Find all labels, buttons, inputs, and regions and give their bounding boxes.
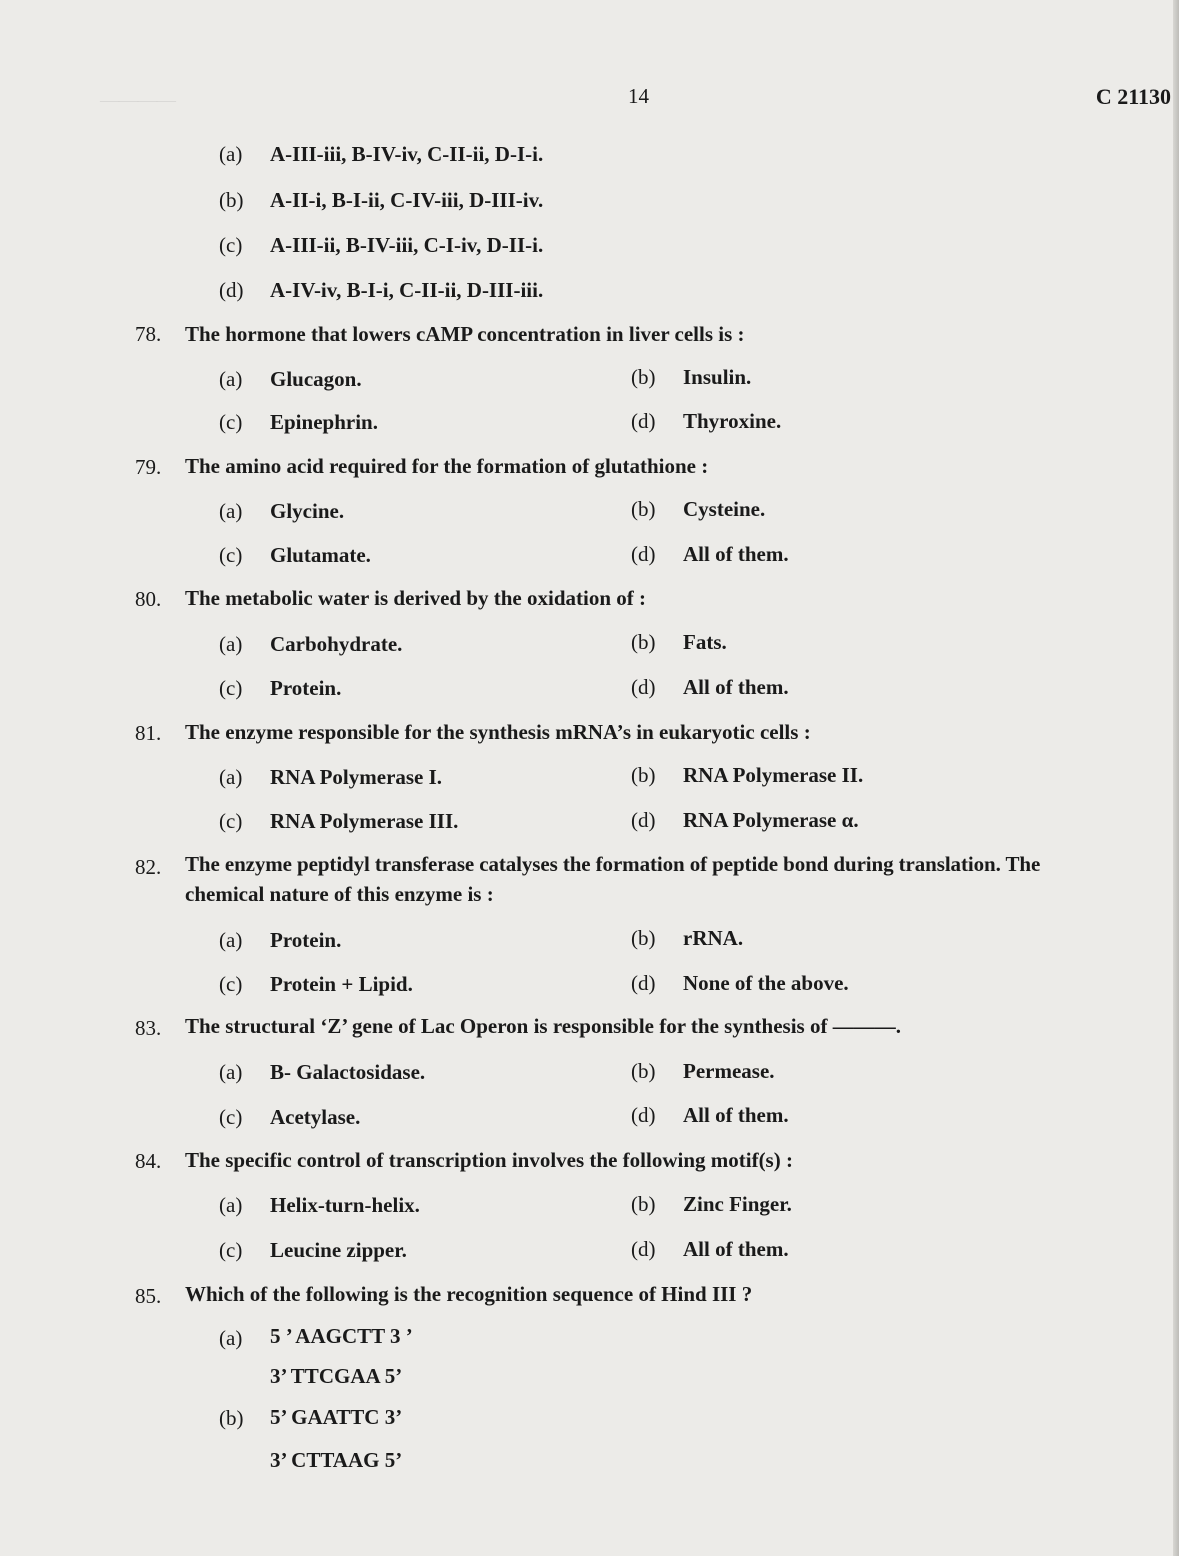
- option-text-line1: 5’ GAATTC 3’: [270, 1405, 403, 1429]
- option-text-line2: 3’ CTTAAG 5’: [270, 1448, 403, 1472]
- option-label: (d): [631, 675, 656, 699]
- option-label: (c): [219, 410, 243, 434]
- option-text: RNA Polymerase II.: [683, 763, 864, 787]
- option-text: RNA Polymerase III.: [270, 809, 459, 833]
- option-label: (a): [219, 367, 243, 391]
- question-number: 78.: [135, 322, 162, 346]
- option-label: (c): [219, 972, 243, 996]
- question-text: The enzyme peptidyl transferase catalyses the formation of peptide bond during translation. The: [185, 852, 1041, 876]
- question-number: 84.: [135, 1149, 162, 1173]
- question-number: 83.: [135, 1016, 162, 1040]
- option-text: Thyroxine.: [683, 409, 782, 433]
- option-label: (c): [219, 543, 243, 567]
- option-label: (a): [219, 765, 243, 789]
- option-label: (b): [631, 763, 656, 787]
- option-text: All of them.: [683, 1237, 789, 1261]
- option-text: Protein.: [270, 928, 342, 952]
- option-label: (b): [631, 1059, 656, 1083]
- option-label: (c): [219, 1238, 243, 1262]
- option-text: Acetylase.: [270, 1105, 361, 1129]
- option-text: A-III-iii, B-IV-iv, C-II-ii, D-I-i.: [270, 142, 544, 166]
- question-number: 81.: [135, 721, 162, 745]
- option-label: (d): [631, 1103, 656, 1127]
- option-label: (a): [219, 1326, 243, 1350]
- option-text: Protein + Lipid.: [270, 972, 413, 996]
- option-label: (c): [219, 233, 243, 257]
- option-text: Epinephrin.: [270, 410, 378, 434]
- option-label: (b): [631, 497, 656, 521]
- option-text: Glucagon.: [270, 367, 362, 391]
- option-text: B- Galactosidase.: [270, 1060, 426, 1084]
- option-label: (d): [631, 808, 656, 832]
- question-text: The specific control of transcription involves the following motif(s) :: [185, 1148, 793, 1172]
- option-text: Fats.: [683, 630, 727, 654]
- option-label: (c): [219, 1105, 243, 1129]
- option-text: All of them.: [683, 542, 789, 566]
- option-label: (c): [219, 809, 243, 833]
- option-text: Glycine.: [270, 499, 345, 523]
- option-label: (b): [219, 1406, 244, 1430]
- option-text-line2: 3’ TTCGAA 5’: [270, 1364, 403, 1388]
- option-label: (a): [219, 928, 243, 952]
- option-label: (b): [631, 926, 656, 950]
- option-text: Permease.: [683, 1059, 775, 1083]
- option-text: Glutamate.: [270, 543, 371, 567]
- option-label: (b): [219, 188, 244, 212]
- question-text-line2: chemical nature of this enzyme is :: [185, 882, 494, 906]
- option-label: (a): [219, 1193, 243, 1217]
- option-label: (b): [631, 365, 656, 389]
- option-text: rRNA.: [683, 926, 744, 950]
- page-number: 14: [628, 84, 649, 108]
- option-text: Protein.: [270, 676, 342, 700]
- option-text: Cysteine.: [683, 497, 766, 521]
- option-text: Zinc Finger.: [683, 1192, 792, 1216]
- option-label: (a): [219, 142, 243, 166]
- option-label: (a): [219, 632, 243, 656]
- option-text: A-IV-iv, B-I-i, C-II-ii, D-III-iii.: [270, 278, 544, 302]
- option-text: Helix-turn-helix.: [270, 1193, 420, 1217]
- option-label: (d): [631, 542, 656, 566]
- question-number: 82.: [135, 855, 162, 879]
- question-number: 85.: [135, 1284, 162, 1308]
- question-text: The structural ‘Z’ gene of Lac Operon is responsible for the synthesis of ———.: [185, 1014, 901, 1038]
- question-text: The hormone that lowers cAMP concentration in liver cells is :: [185, 322, 745, 346]
- option-text: All of them.: [683, 1103, 789, 1127]
- paper-code: C 21130: [1095, 84, 1171, 109]
- question-text: The amino acid required for the formation of glutathione :: [185, 454, 709, 478]
- option-label: (d): [631, 1237, 656, 1261]
- question-number: 80.: [135, 587, 162, 611]
- option-text: RNA Polymerase α.: [683, 808, 859, 832]
- option-text: RNA Polymerase I.: [270, 765, 443, 789]
- option-text: A-III-ii, B-IV-iii, C-I-iv, D-II-i.: [270, 233, 544, 257]
- option-text: All of them.: [683, 675, 789, 699]
- question-text: The enzyme responsible for the synthesis mRNA’s in eukaryotic cells :: [185, 720, 811, 744]
- option-text: Insulin.: [683, 365, 752, 389]
- option-text: A-II-i, B-I-ii, C-IV-iii, D-III-iv.: [270, 188, 544, 212]
- question-text: Which of the following is the recognition sequence of Hind III ?: [185, 1282, 753, 1306]
- option-label: (d): [219, 278, 244, 302]
- option-label: (d): [631, 971, 656, 995]
- option-label: (c): [219, 676, 243, 700]
- option-label: (a): [219, 1060, 243, 1084]
- option-label: (b): [631, 630, 656, 654]
- question-number: 79.: [135, 455, 162, 479]
- page-edge-shadow: [1173, 0, 1179, 1556]
- option-text: Carbohydrate.: [270, 632, 403, 656]
- question-text: The metabolic water is derived by the oxidation of :: [185, 586, 646, 610]
- option-label: (a): [219, 499, 243, 523]
- option-label: (b): [631, 1192, 656, 1216]
- option-text: None of the above.: [683, 971, 849, 995]
- option-label: (d): [631, 409, 656, 433]
- option-text-line1: 5 ’ AAGCTT 3 ’: [270, 1324, 413, 1348]
- exam-page: ———— 14 C 21130 (a) A-III-iii, B-IV-iv, C-II-ii, D-I-i. (b) A-II-i, B-I-ii, C-IV-iii, D-III-iv. (c) A-III-ii, B-IV-iii, C-I-iv, D-II-i. (d) A-IV-iv, B-I-i, C-II-ii, D-III-iii. 78. The hormone that lowers cAMP concentration in liver cells is : (a) Glucagon. (b) Insulin. (c) Epinephrin. (d) Thyroxine. 79. The amino acid required for the formation of glutathione : (a) Glycine. (b) Cysteine. (c) Glutamate. (d) All of them. 80. The metabolic water is derived by the oxidation of : (a) Carbohydrate. (b) Fats. (c) Protein. (d) All of them. 81. The enzyme responsible for the synthesis mRNA’s in eukaryotic cells : (a) RNA Polymerase I. (b) RNA Polymerase II. (c) RNA Polymerase III. (d) RNA Polymerase α. 82. The enzyme peptidyl transferase catalyses the formation of peptide bond during translation. The chemical nature of this enzyme is : (a) Protein. (b) rRNA. (c) Protein + Lipid. (d) None of the above. 83. The structural ‘Z’ gene of Lac Operon is responsible for the synthesis of ———. (a) B- Galactosidase. (b) Permease. (c) Acetylase. (d) All of them. 84. The specific control of transcription involves the following motif(s) : (a) Helix-turn-helix. (b) Zinc Finger. (c) Leucine zipper. (d) All of them. 85. Which of the following is the recognition sequence of Hind III ? (a) 5 ’ AAGCTT 3 ’ 3’ TTCGAA 5’ (b) 5’ GAATTC 3’ 3’ CTTAAG 5’: [0, 0, 1179, 1556]
- option-text: Leucine zipper.: [270, 1238, 407, 1262]
